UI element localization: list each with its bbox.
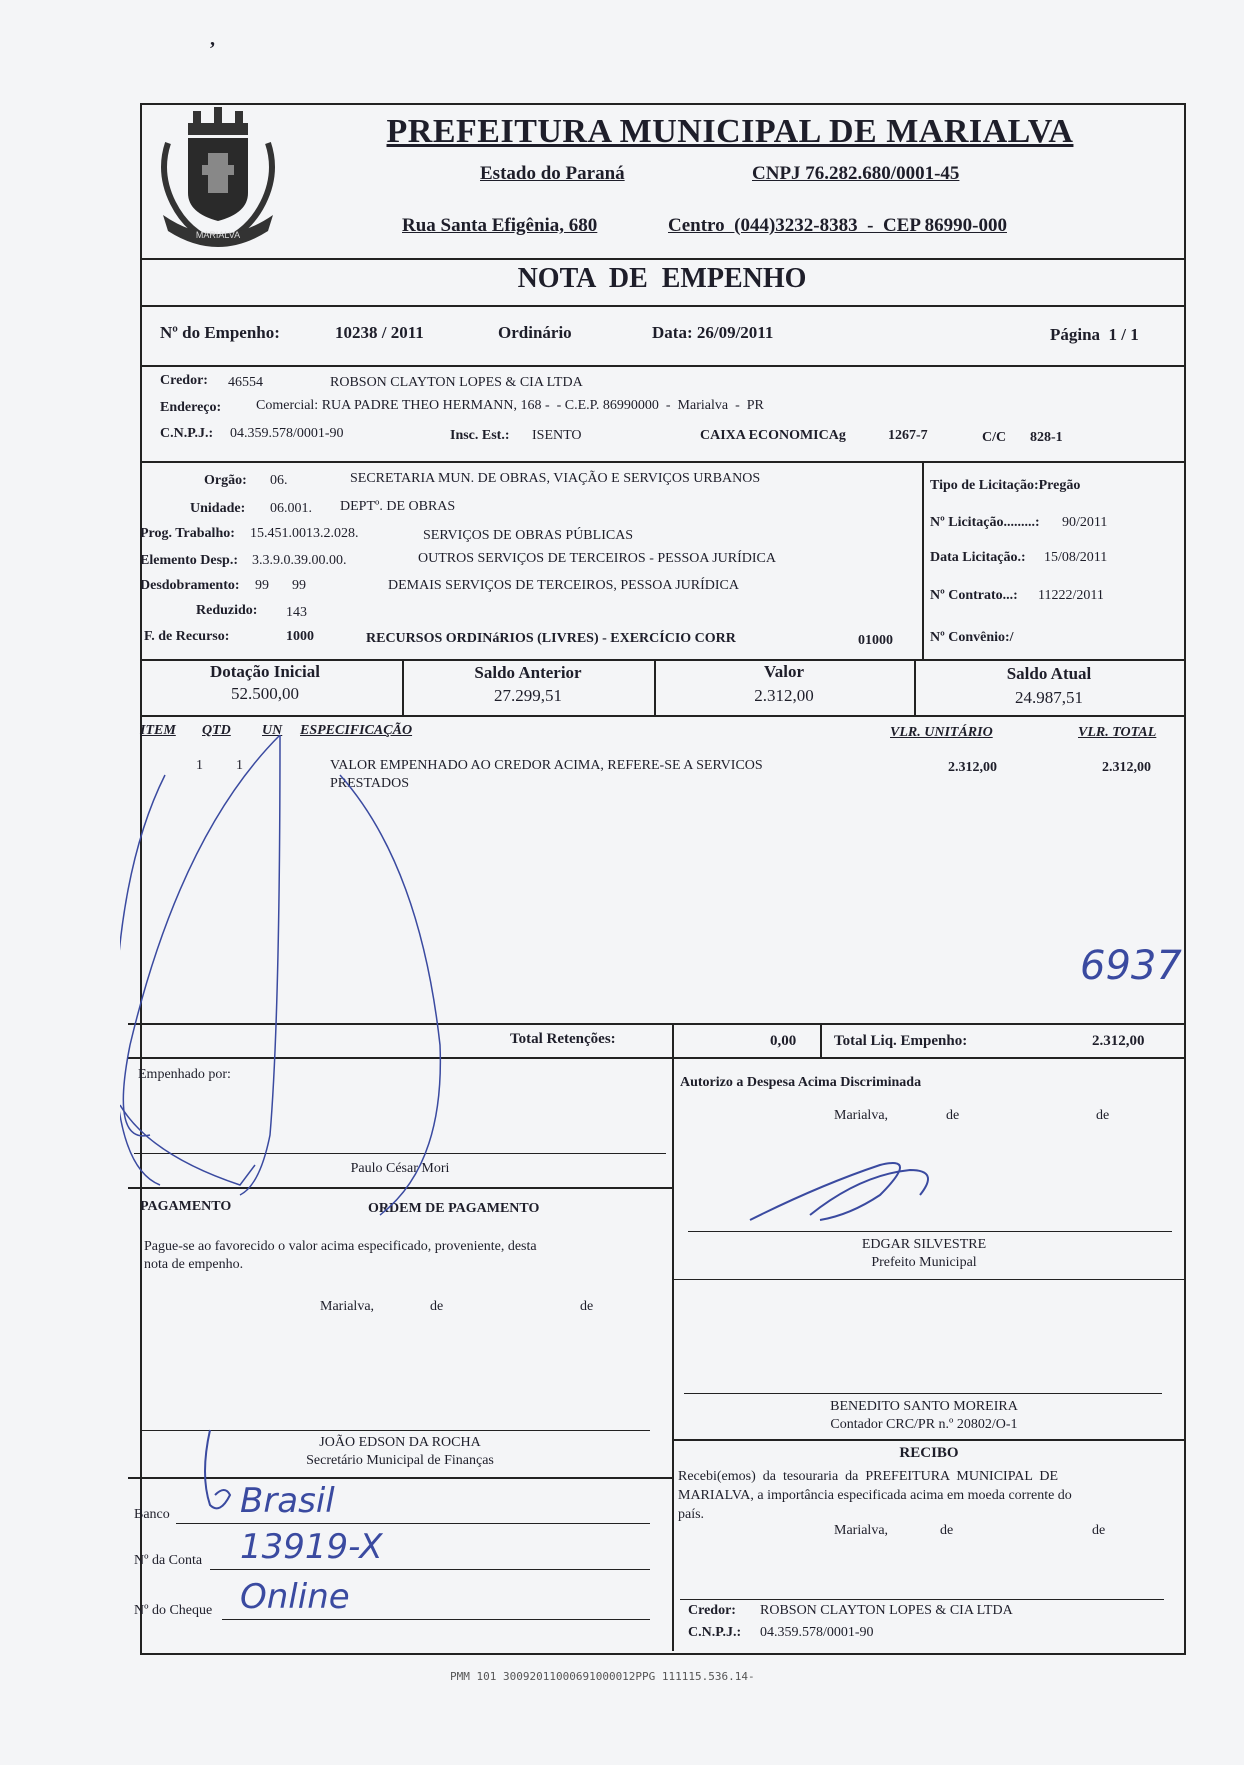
fonte-code: 1000 [286,629,314,644]
prog-name: SERVIÇOS DE OBRAS PÚBLICAS [423,528,634,543]
signature-strokes [120,715,1184,1651]
item-total-value: 2.312,00 [1102,760,1151,775]
cheque-label: Nº do Cheque [134,1603,213,1618]
saldo-atual-label: Saldo Atual [1006,664,1092,683]
valor-label: Valor [764,662,804,681]
credor-bank: CAIXA ECONOMICAg [700,428,846,443]
unidade-name: DEPTº. DE OBRAS [340,499,456,514]
desdobramento-name: DEMAIS SERVIÇOS DE TERCEIROS, PESSOA JURÍDICA [388,578,740,593]
page-number: Página 1 / 1 [1050,325,1139,344]
recibo-credor-label: Credor: [688,1603,736,1618]
col-vlr-unitario: VLR. UNITÁRIO [890,725,993,740]
contador-role: Contador CRC/PR n.º 20802/O-1 [830,1417,1018,1432]
dotacao-inicial-label: Dotação Inicial [209,662,321,681]
credor-agency: 1267-7 [888,428,928,443]
city-seal-icon [148,103,288,253]
recibo-text2: MARIALVA, a importância especificada acima em moeda corrente do [678,1488,1072,1503]
prefeito-name: EDGAR SILVESTRE [861,1237,987,1252]
header-state: Estado do Paraná [480,163,625,184]
credor-address: Comercial: RUA PADRE THEO HERMANN, 168 - - C.E.P. 86990000 - Marialva - PR [256,398,764,413]
desdobramento-code1: 99 [255,578,269,593]
document-title: NOTA DE EMPENHO [517,263,807,294]
licitacao-data: 15/08/2011 [1044,550,1108,565]
empenho-label: Nº do Empenho: [160,323,280,342]
empenho-date: Data: 26/09/2011 [652,323,774,342]
unidade-label: Unidade: [190,501,246,516]
cnpj-label: C.N.P.J.: [160,426,214,441]
address-label: Endereço: [160,400,222,415]
header-cnpj: CNPJ 76.282.680/0001-45 [752,163,960,184]
svg-text:MARIALVA: MARIALVA [195,230,241,240]
empenho-type: Ordinário [498,323,572,342]
empenho-number: 10238 / 2011 [335,323,424,342]
credor-cc: 828-1 [1030,430,1063,445]
ie-label: Insc. Est.: [450,428,510,443]
nota-empenho-form [134,103,1184,1653]
col-un: UN [262,723,283,738]
item-unit-value: 2.312,00 [948,760,997,775]
recibo-de2: de [1092,1523,1106,1538]
licitacao-tipo: Tipo de Licitação:Pregão [930,478,1081,493]
secretario-name: JOÃO EDSON DA ROCHA [319,1435,481,1450]
autorizo-place: Marialva, [834,1108,889,1123]
banco-value: Brasil [240,1481,335,1521]
desdobramento-code2: 99 [292,578,306,593]
pagamento-text1: Pague-se ao favorecido o valor acima especificado, proveniente, desta [144,1239,537,1254]
credor-cnpj: 04.359.578/0001-90 [230,426,344,441]
conta-label: Nº da Conta [134,1553,203,1568]
handwritten-number: 6937 [1080,943,1182,989]
item-number: 1 [196,758,203,773]
fonte-number: 01000 [858,633,893,648]
dotacao-inicial-value: 52.500,00 [231,684,299,703]
fonte-label: F. de Recurso: [144,629,230,644]
contrato-value: 11222/2011 [1038,588,1104,603]
saldo-anterior-label: Saldo Anterior [474,663,582,682]
item-desc-line1: VALOR EMPENHADO AO CREDOR ACIMA, REFERE-SE A SERVICOS [330,758,763,773]
contador-name: BENEDITO SANTO MOREIRA [830,1399,1018,1414]
cc-label: C/C [982,430,1007,445]
ordem-pagamento-title: ORDEM DE PAGAMENTO [368,1201,540,1216]
header-title: PREFEITURA MUNICIPAL DE MARIALVA [386,113,1074,150]
prog-code: 15.451.0013.2.028. [250,526,359,541]
licitacao-num-label: Nº Licitação.........: [930,515,1040,530]
credor-code: 46554 [228,375,263,390]
total-liquido-label: Total Liq. Empenho: [834,1033,968,1049]
orgao-code: 06. [270,473,288,488]
pagamento-place: Marialva, [320,1299,375,1314]
banco-label: Banco [134,1507,170,1522]
recibo-title: RECIBO [899,1445,959,1461]
licitacao-num: 90/2011 [1062,515,1108,530]
desdobramento-label: Desdobramento: [140,578,240,593]
elemento-name: OUTROS SERVIÇOS DE TERCEIROS - PESSOA JURÍDICA [418,551,777,566]
reduzido-label: Reduzido: [196,603,258,618]
credor-name: ROBSON CLAYTON LOPES & CIA LTDA [330,375,583,390]
saldo-anterior-value: 27.299,51 [494,686,562,705]
header-contact: Centro (044)3232-8383 - CEP 86990-000 [668,215,1007,236]
col-especificacao: ESPECIFICAÇÃO [300,723,413,738]
fonte-name: RECURSOS ORDINáRIOS (LIVRES) - EXERCÍCIO CORR [366,631,736,646]
orgao-name: SECRETARIA MUN. DE OBRAS, VIAÇÃO E SERVIÇOS URBANOS [350,471,761,486]
total-retencoes-label: Total Retenções: [510,1031,616,1047]
unidade-code: 06.001. [270,501,312,516]
reduzido-value: 143 [286,605,307,620]
col-qtd: QTD [202,723,231,738]
col-item: ITEM [140,723,176,738]
empenhado-name: Paulo César Mori [350,1161,450,1176]
prog-label: Prog. Trabalho: [140,526,235,541]
item-desc-line2: PRESTADOS [330,776,410,791]
conta-value: 13919-X [240,1527,383,1567]
pagamento-text2: nota de empenho. [144,1257,244,1272]
autorizo-title: Autorizo a Despesa Acima Discriminada [680,1075,922,1090]
recibo-cnpj-label: C.N.P.J.: [688,1625,742,1640]
secretario-role: Secretário Municipal de Finanças [306,1453,494,1468]
contrato-label: Nº Contrato...: [930,588,1018,603]
footer-code: PMM 101 30092011000691000012PPG 111115.536.14- [450,1670,755,1683]
recibo-cnpj: 04.359.578/0001-90 [760,1625,874,1640]
recibo-text1: Recebi(emos) da tesouraria da PREFEITURA MUNICIPAL DE [678,1469,1059,1484]
saldo-atual-value: 24.987,51 [1015,688,1083,707]
recibo-de1: de [940,1523,954,1538]
pagamento-label: PAGAMENTO [140,1199,232,1214]
total-liquido-value: 2.312,00 [1092,1033,1145,1049]
recibo-text3: país. [678,1507,705,1522]
recibo-place: Marialva, [834,1523,889,1538]
prefeito-role: Prefeito Municipal [871,1255,977,1270]
header-address: Rua Santa Efigênia, 680 [402,215,598,236]
item-qtd: 1 [236,758,243,773]
elemento-code: 3.3.9.0.39.00.00. [252,553,347,568]
total-retencoes-value: 0,00 [770,1033,797,1049]
recibo-credor-name: ROBSON CLAYTON LOPES & CIA LTDA [760,1603,1013,1618]
cheque-value: Online [240,1577,350,1617]
licitacao-data-label: Data Licitação.: [930,550,1026,565]
credor-ie: ISENTO [532,428,582,443]
pagamento-de1: de [430,1299,444,1314]
autorizo-de2: de [1096,1108,1110,1123]
elemento-label: Elemento Desp.: [140,553,238,568]
col-vlr-total: VLR. TOTAL [1078,725,1157,740]
autorizo-de1: de [946,1108,960,1123]
valor-value: 2.312,00 [754,686,814,705]
credor-label: Credor: [160,373,208,388]
convenio: Nº Convênio:/ [930,630,1014,645]
orgao-label: Orgão: [204,473,247,488]
stray-mark: , [210,28,215,50]
pagamento-de2: de [580,1299,594,1314]
empenhado-label: Empenhado por: [138,1067,231,1082]
